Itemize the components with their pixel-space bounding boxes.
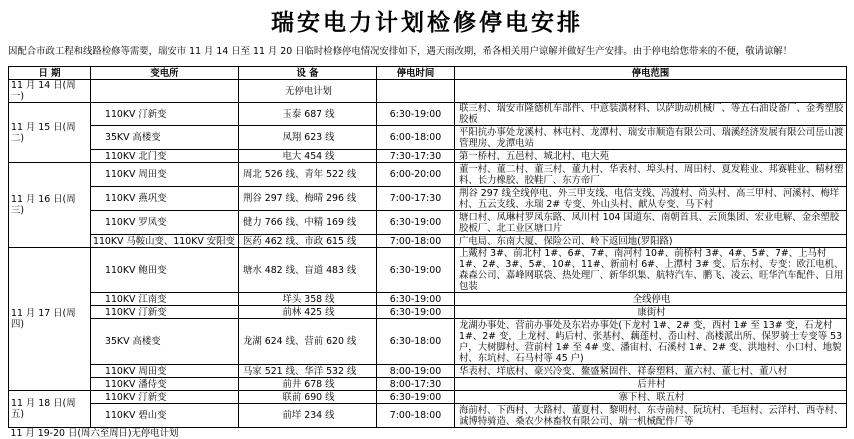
scope-cell: 广电局、东南大厦、保险公司、岭下返回地(罗阳路) bbox=[455, 235, 847, 248]
equipment-cell: 玉泰 687 线 bbox=[239, 103, 377, 126]
station-cell: 110KV 汀新变 bbox=[91, 391, 239, 404]
footer-note: 11 月 19-20 日(周六至周日)无停电计划 bbox=[9, 428, 847, 439]
table-row bbox=[9, 378, 847, 391]
time-cell: 6:30-19:00 bbox=[377, 293, 455, 306]
page-title: 瑞安电力计划检修停电安排 bbox=[0, 4, 854, 37]
equipment-cell: 联前 690 线 bbox=[239, 391, 377, 404]
scope-cell: 华表村、垟底村、豪兴冷变、鳌盛紧固件、祥泰塑料、董六村、董七村、董八村 bbox=[455, 365, 847, 378]
time-cell: 8:00-19:00 bbox=[377, 365, 455, 378]
equipment-cell: 健力 766 线、中精 169 线 bbox=[239, 211, 377, 235]
scope-cell: 上戴村 3#、前北村 1#、6#、7#、南河村 10#、前桥村 3#、4#、5#、7#、上马村 1#、2#、3#、5#、10#、11#、新前村 6#、上潭村 3# 变、后东村、专变：欧江电机、森森公司、嘉峰网联袋、热处理厂、新华织集、航特汽车、鹏飞、凌云、旺华汽车配件、日用包装 bbox=[455, 248, 847, 293]
station-cell: 35KV 高楼变 bbox=[91, 126, 239, 150]
time-cell: 6:00-20:00 bbox=[377, 163, 455, 187]
station-cell: 110KV 罗凤变 bbox=[91, 211, 239, 235]
table-header-row bbox=[9, 67, 847, 80]
header-scope: 停电范围 bbox=[455, 67, 847, 80]
header-time: 停电时间 bbox=[377, 67, 455, 80]
scope-cell: 龙湖办事处、营前办事处及东岩办事处(下龙村 1#、2# 变，西村 1# 至 13# 变，石龙村 1#、2# 变，上龙村、屿后村、张基村、藕莲村、岙山村、高楼派出所、保罗骑士专变等 53 户，大树脚村、营前村 1# 至 4# 变、潘宙村、石溪村 1#、2# 变、洪地村、小口村、地貌村、东坑村、石马村等 45 户) bbox=[455, 319, 847, 365]
station-cell: 110KV 燕巩变 bbox=[91, 187, 239, 211]
equipment-cell: 荆谷 297 线、梅晴 296 线 bbox=[239, 187, 377, 211]
scope-cell: 塘口村、凤琳村罗凤东路、凤川村 104 国道东、南朝首具、云顶集团、宏业电解、金余塑胶胶板厂、北工业区塘口片 bbox=[455, 211, 847, 235]
equipment-cell: 无停电计划 bbox=[239, 80, 377, 103]
time-cell: 7:00-18:00 bbox=[377, 404, 455, 428]
outage-table bbox=[8, 66, 847, 439]
time-cell: 7:30-17:30 bbox=[377, 150, 455, 163]
scope-cell: 第一桥村、五邑村、城北村、电大苑 bbox=[455, 150, 847, 163]
intro-text: 因配合市政工程和线路检修等需要，瑞安市 11 月 14 日至 11 月 20 日临时检修停电情况安排如下，遇天雨改期，希各相关用户谅解并做好生产安排。由于停电给您带来的不便，敬请谅解！ bbox=[8, 43, 850, 57]
table-row bbox=[9, 187, 847, 211]
date-cell: 11 月 15 日(周二) bbox=[9, 103, 91, 163]
equipment-cell: 凤翔 623 线 bbox=[239, 126, 377, 150]
table-row bbox=[9, 365, 847, 378]
time-cell: 6:30-19:00 bbox=[377, 391, 455, 404]
station-cell: 110KV 潘侍变 bbox=[91, 378, 239, 391]
date-cell: 11 月 18 日(周五) bbox=[9, 391, 91, 428]
time-cell: 6:30-18:00 bbox=[377, 319, 455, 365]
time-cell: 7:00-18:00 bbox=[377, 235, 455, 248]
station-cell: 110KV 周田变 bbox=[91, 163, 239, 187]
table-row bbox=[9, 293, 847, 306]
scope-cell: 寨下村、联五村 bbox=[455, 391, 847, 404]
scope-cell: 平阳抗办事处龙溪村、林屯村、龙潭村、瑞安市顺造有限公司、瑞溪经济发展有限公司岳山渡管理房、龙潭电站 bbox=[455, 126, 847, 150]
table-row bbox=[9, 103, 847, 126]
equipment-cell: 塘水 482 线、盲道 483 线 bbox=[239, 248, 377, 293]
table-row bbox=[9, 391, 847, 404]
date-cell: 11 月 14 日(周一) bbox=[9, 80, 91, 103]
date-cell: 11 月 17 日(周四) bbox=[9, 248, 91, 391]
time-cell: 6:00-18:00 bbox=[377, 126, 455, 150]
footer-row bbox=[9, 428, 847, 439]
equipment-cell: 龙湖 624 线、营前 620 线 bbox=[239, 319, 377, 365]
time-cell: 6:30-19:00 bbox=[377, 306, 455, 319]
equipment-cell: 马家 521 线、华洋 532 线 bbox=[239, 365, 377, 378]
time-cell bbox=[377, 80, 455, 103]
station-cell: 110KV 汀新变 bbox=[91, 103, 239, 126]
scope-cell: 海前村、下西村、大路村、董夏村、黎明村、东寺前村、阮坑村、毛垣村、云洋村、西寺村、诚博特骑造、桑农少林畜牧有限公司、瑞一机械配件厂等 bbox=[455, 404, 847, 428]
table-row bbox=[9, 126, 847, 150]
station-cell: 110KV 马鞍山变、110KV 安阳变 bbox=[91, 235, 239, 248]
scope-cell: 后井村 bbox=[455, 378, 847, 391]
station-cell: 110KV 周田变 bbox=[91, 365, 239, 378]
header-station: 变电所 bbox=[91, 67, 239, 80]
table-row bbox=[9, 163, 847, 187]
table-row bbox=[9, 80, 847, 103]
time-cell: 7:00-17:30 bbox=[377, 187, 455, 211]
table-row bbox=[9, 235, 847, 248]
table-row bbox=[9, 150, 847, 163]
time-cell: 6:30-19:00 bbox=[377, 248, 455, 293]
equipment-cell: 前井 678 线 bbox=[239, 378, 377, 391]
equipment-cell: 前垟 234 线 bbox=[239, 404, 377, 428]
scope-cell: 康街村 bbox=[455, 306, 847, 319]
scope-cell bbox=[455, 80, 847, 103]
station-cell: 110KV 鲍田变 bbox=[91, 248, 239, 293]
table-row bbox=[9, 319, 847, 365]
table-row bbox=[9, 306, 847, 319]
station-cell: 110KV 汀新变 bbox=[91, 306, 239, 319]
station-cell: 110KV 北门变 bbox=[91, 150, 239, 163]
equipment-cell: 电大 454 线 bbox=[239, 150, 377, 163]
table-row bbox=[9, 248, 847, 293]
station-cell: 110KV 碧山变 bbox=[91, 404, 239, 428]
table-row bbox=[9, 404, 847, 428]
header-equipment: 设 备 bbox=[239, 67, 377, 80]
scope-cell: 联三村、瑞安市隆德机车部件、中意装潢材料、以萨助动机械厂、等五石油设备厂、金秀塑胶胶板 bbox=[455, 103, 847, 126]
equipment-cell: 垟头 358 线 bbox=[239, 293, 377, 306]
equipment-cell: 医药 462 线、市政 615 线 bbox=[239, 235, 377, 248]
time-cell: 6:30-19:00 bbox=[377, 103, 455, 126]
date-cell: 11 月 16 日(周三) bbox=[9, 163, 91, 248]
equipment-cell: 周北 526 线、青年 522 线 bbox=[239, 163, 377, 187]
scope-cell: 荆谷 297 线全线停电、外三甲支线、电信支线、冯渡村、尚头村、高三甲村、河溪村、梅垟村、五云支线、永瑞 2# 专变、外山头村、献从专变、马下村 bbox=[455, 187, 847, 211]
scope-cell: 董一村、董二村、董三村、董九村、华表村、埠头村、周田村、夏发鞋业、邦赛鞋业、精材塑料、长力橡胶、胶鞋厂、东方帝厂 bbox=[455, 163, 847, 187]
station-cell: 35KV 高楼变 bbox=[91, 319, 239, 365]
scope-cell: 全线停电 bbox=[455, 293, 847, 306]
station-cell: 110KV 江南变 bbox=[91, 293, 239, 306]
time-cell: 6:30-19:00 bbox=[377, 211, 455, 235]
table-row bbox=[9, 211, 847, 235]
time-cell: 8:00-17:30 bbox=[377, 378, 455, 391]
station-cell bbox=[91, 80, 239, 103]
equipment-cell: 前林 425 线 bbox=[239, 306, 377, 319]
header-date: 日 期 bbox=[9, 67, 91, 80]
